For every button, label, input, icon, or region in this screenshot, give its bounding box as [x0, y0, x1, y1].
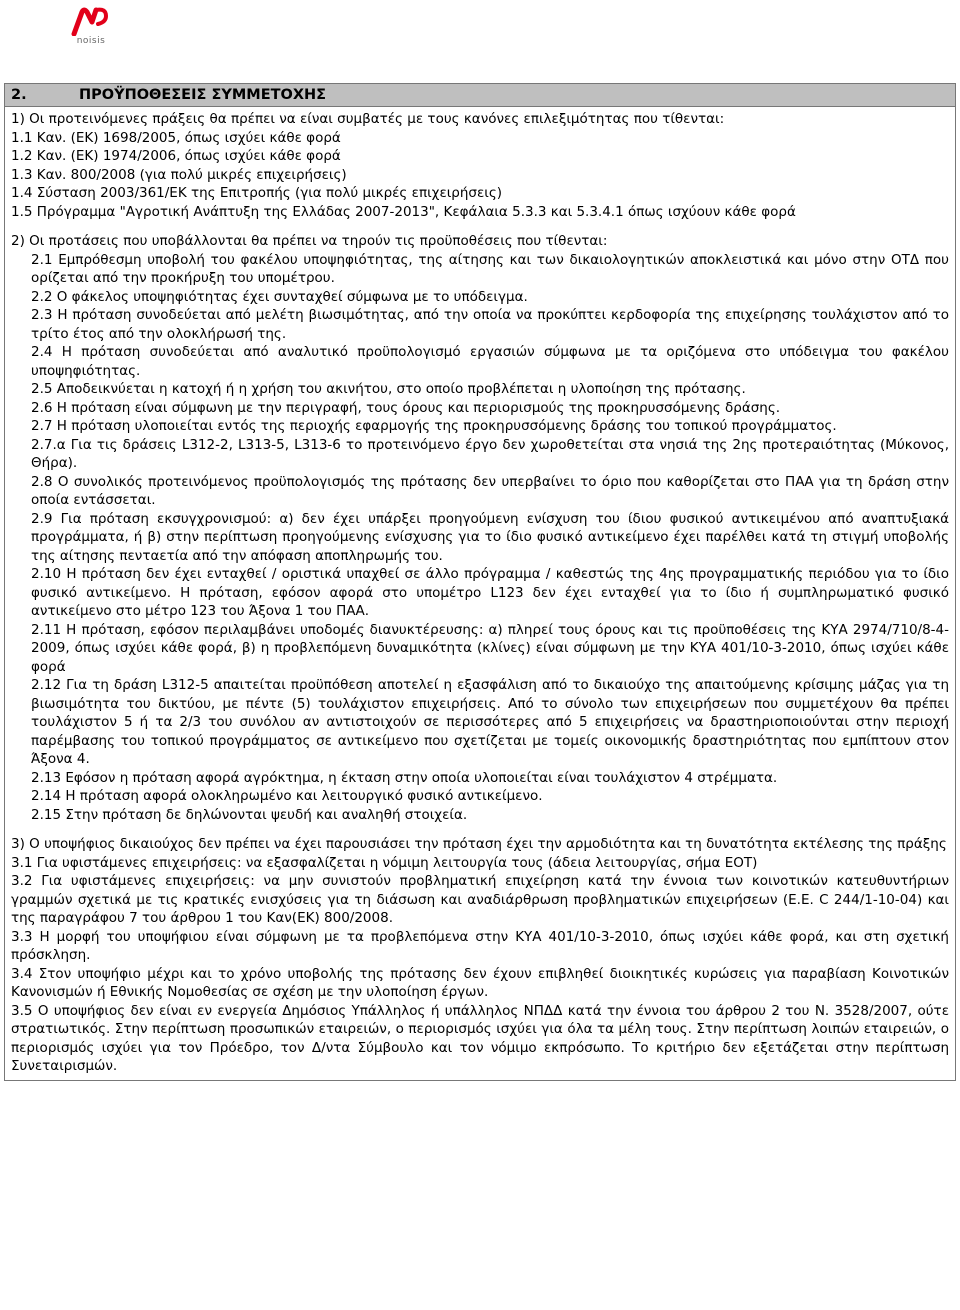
proposal-conditions [5, 232, 955, 824]
condition-item: 2.13 Εφόσον η πρόταση αφορά αγρόκτημα, η έκταση στην οποία υλοποιείται είναι τουλάχιστον 4 στρέμματα. [31, 769, 778, 786]
applicant-intro: 3) Ο υποψήφιος δικαιούχος δεν πρέπει να έχει παρουσιάσει την πρόταση έχει την αρμοδιότητα και τη δυνατότητα εκτέλεσης της πράξης [11, 836, 947, 852]
condition-item: 2.1 Εμπρόθεσμη υποβολή του φακέλου υποψηφιότητας, της αίτησης και των δικαιολογητικών αποκλειστικά και μόνο στην ΟΤΔ που ορίζεται από την προκήρυξη του υπομέτρου. [31, 251, 949, 286]
logo-mark-icon [66, 6, 116, 36]
logo-text: noisis [76, 36, 106, 46]
rule-item: 1.5 Πρόγραμμα "Αγροτική Ανάπτυξη της Ελλάδας 2007-2013", Κεφάλαια 5.3.3 και 5.3.4.1 όπως ισχύουν κάθε φορά [11, 203, 796, 220]
condition-item: 2.6 Η πρόταση είναι σύμφωνη με την περιγραφή, τους όρους και περιορισμούς της προκηρυσσόμενης δράσης. [31, 399, 781, 416]
condition-item: 2.15 Στην πρόταση δε δηλώνονται ψευδή και αναληθή στοιχεία. [31, 806, 468, 823]
section-header [4, 83, 956, 107]
applicant-item: 3.4 Στον υποψήφιο μέχρι και το χρόνο υποβολής της πρότασης δεν έχουν επιβληθεί διοικητικές κυρώσεις για παραβίαση Κοινοτικών Κανονισμών ή Εθνικής Νομοθεσίας σε σχέση με την υλοποίηση έργων. [11, 965, 949, 1000]
applicant-item: 3.3 Η μορφή του υποψήφιου είναι σύμφωνη με τα προβλεπόμενα στην ΚΥΑ 401/10-3-2010, όπως ισχύει κάθε φορά, και στη σχετική πρόσκληση. [11, 928, 949, 963]
section-title: ΠΡΟΫΠΟΘΕΣΕΙΣ ΣΥΜΜΕΤΟΧΗΣ [79, 87, 327, 103]
condition-item: 2.14 Η πρόταση αφορά ολοκληρωμένο και λειτουργικό φυσικό αντικείμενο. [31, 788, 543, 804]
rule-item: 1.3 Καν. 800/2008 (για πολύ μικρές επιχειρήσεις) [11, 166, 347, 183]
section-body [4, 107, 956, 1081]
condition-item: 2.4 Η πρόταση συνοδεύεται από αναλυτικό προϋπολογισμό εργασιών σύμφωνα με τα οριζόμενα στο υπόδειγμα του φακέλου υποψηφιότητας. [31, 344, 949, 379]
eligibility-rules [5, 110, 955, 221]
condition-item: 2.3 Η πρόταση συνοδεύεται από μελέτη βιωσιμότητας, από την οποία να προκύπτει κερδοφορία της επιχείρησης τουλάχιστον από το τρίτο έτος από την ολοκλήρωσή της. [31, 307, 949, 342]
condition-item: 2.8 Ο συνολικός προτεινόμενος προϋπολογισμός της πρότασης δεν υπερβαίνει το όριο που καθορίζεται στο ΠΑΑ για τη δράση στην οποία εντάσσεται. [31, 473, 949, 508]
rule-item: 1.4 Σύσταση 2003/361/ΕΚ της Επιτροπής (για πολύ μικρές επιχειρήσεις) [11, 185, 503, 201]
rule-item: 1.1 Καν. (ΕΚ) 1698/2005, όπως ισχύει κάθε φορά [11, 129, 341, 146]
rule-item: 1.2 Καν. (ΕΚ) 1974/2006, όπως ισχύει κάθε φορά [11, 148, 341, 164]
condition-item: 2.12 Για τη δράση L312-5 απαιτείται προϋπόθεση αποτελεί η εξασφάλιση από το δικαιούχο της απαιτούμενης κρίσιμης μάζας για τη βιωσιμότητα του δικτύου, με πέντε (5) τουλάχιστον επιχειρήσεις. Από το σύνολο των επιχειρήσεων που συμμετέχουν θα πρέπει τουλάχιστον 5 ή τα 2/3 του συνόλου αν αντιστοιχούν σε περισσότερες από 5 επιχειρήσεις να δραστηριοποιούνται στην περιοχή παρέμβασης του τοπικού προγράμματος σε αντικείμενο που σχετίζεται με τομείς οικονομικής δραστηριότητας που εμπίπτουν στον Άξονα 4. [31, 677, 949, 767]
applicant-item: 3.5 Ο υποψήφιος δεν είναι εν ενεργεία Δημόσιος Υπάλληλος ή υπάλληλος ΝΠΔΔ κατά την έννοια του άρθρου 2 του Ν. 3528/2007, ούτε στρατιωτικός. Στην περίπτωση προσωπικών εταιρειών, ο περιορισμός ισχύει για όλα τα μέλη τους. Στην περίπτωση λοιπών εταιρειών, ο περιορισμός ισχύει για τον Πρόεδρο, τον Δ/ντα Σύμβουλο και τον νόμιμο εκπρόσωπο. Το κριτήριο δεν εξετάζεται στην περίπτωση Συνεταιρισμών. [11, 1002, 949, 1074]
rules-intro: 1) Οι προτεινόμενες πράξεις θα πρέπει να είναι συμβατές με τους κανόνες επιλεξιμότητας που τίθενται: [11, 111, 725, 127]
condition-item: 2.2 Ο φάκελος υποψηφιότητας έχει συνταχθεί σύμφωνα με το υπόδειγμα. [31, 288, 528, 305]
condition-item: 2.7 Η πρόταση υλοποιείται εντός της περιοχής εφαρμογής της προκηρυσσόμενης δράσης του τοπικού προγράμματος. [31, 418, 837, 434]
document-section [4, 83, 956, 1081]
condition-item: 2.9 Για πρόταση εκσυγχρονισμού: α) δεν έχει υπάρξει προηγούμενη ενίσχυση του ίδιου φυσικού αντικειμένου από αναπτυξιακά προγράμματα, ή β) στην περίπτωση προηγούμενης ενίσχυσης για το ίδιο φυσικό αντικείμενο έχει παρέλθει κατά τη στιγμή υποβολής της αίτησης πενταετία από την απόφαση αποπληρωμής του. [31, 510, 949, 564]
section-number: 2. [11, 87, 27, 103]
logo [66, 6, 116, 50]
condition-item: 2.5 Αποδεικνύεται η κατοχή ή η χρήση του ακινήτου, στο οποίο προβλέπεται η υλοποίηση της πρότασης. [31, 381, 746, 397]
applicant-item: 3.2 Για υφιστάμενες επιχειρήσεις: να μην συνιστούν προβληματική επιχείρηση κατά την έννοια των κοινοτικών κατευθυντήριων γραμμών σχετικά με τις κρατικές ενισχύσεις για τη διάσωση και αναδιάρθρωση προβληματικών επιχειρήσεων (Ε.Ε. C 244/1-10-04) και της παραγράφου 7 του άρθρου 1 του Καν(ΕΚ) 800/2008. [11, 873, 949, 926]
condition-item: 2.10 Η πρόταση δεν έχει ενταχθεί / οριστικά υπαχθεί σε άλλο πρόγραμμα / καθεστώς της 4ης προγραμματικής περιόδου για το ίδιο φυσικό αντικείμενο. Η πρόταση, εφόσον αφορά στο υπομέτρο L123 δεν έχει ενταχθεί για το ίδιο ή συμπληρωματικό φυσικό αντικείμενο στο μέτρο 123 του Άξονα 1 του ΠΑΑ. [31, 566, 949, 619]
applicant-conditions [5, 835, 955, 1076]
condition-item: 2.7.α Για τις δράσεις L312-2, L313-5, L313-6 το προτεινόμενο έργο δεν χωροθετείται στα νησιά της 2ης προτεραιότητας (Μύκονος, Θήρα). [31, 436, 949, 471]
applicant-item: 3.1 Για υφιστάμενες επιχειρήσεις: να εξασφαλίζεται η νόμιμη λειτουργία τους (άδεια λειτουργίας, σήμα ΕΟΤ) [11, 854, 758, 871]
conditions-intro: 2) Οι προτάσεις που υποβάλλονται θα πρέπει να τηρούν τις προϋποθέσεις που τίθενται: [11, 233, 608, 249]
condition-item: 2.11 Η πρόταση, εφόσον περιλαμβάνει υποδομές διανυκτέρευσης: α) πληρεί τους όρους και τις προϋποθέσεις της ΚΥΑ 2974/710/8-4-2009, όπως ισχύει κάθε φορά, β) η προβλεπόμενη δυναμικότητα (κλίνες) είναι σύμφωνη με την ΚΥΑ 401/10-3-2010, όπως ισχύει κάθε φορά [31, 621, 949, 675]
